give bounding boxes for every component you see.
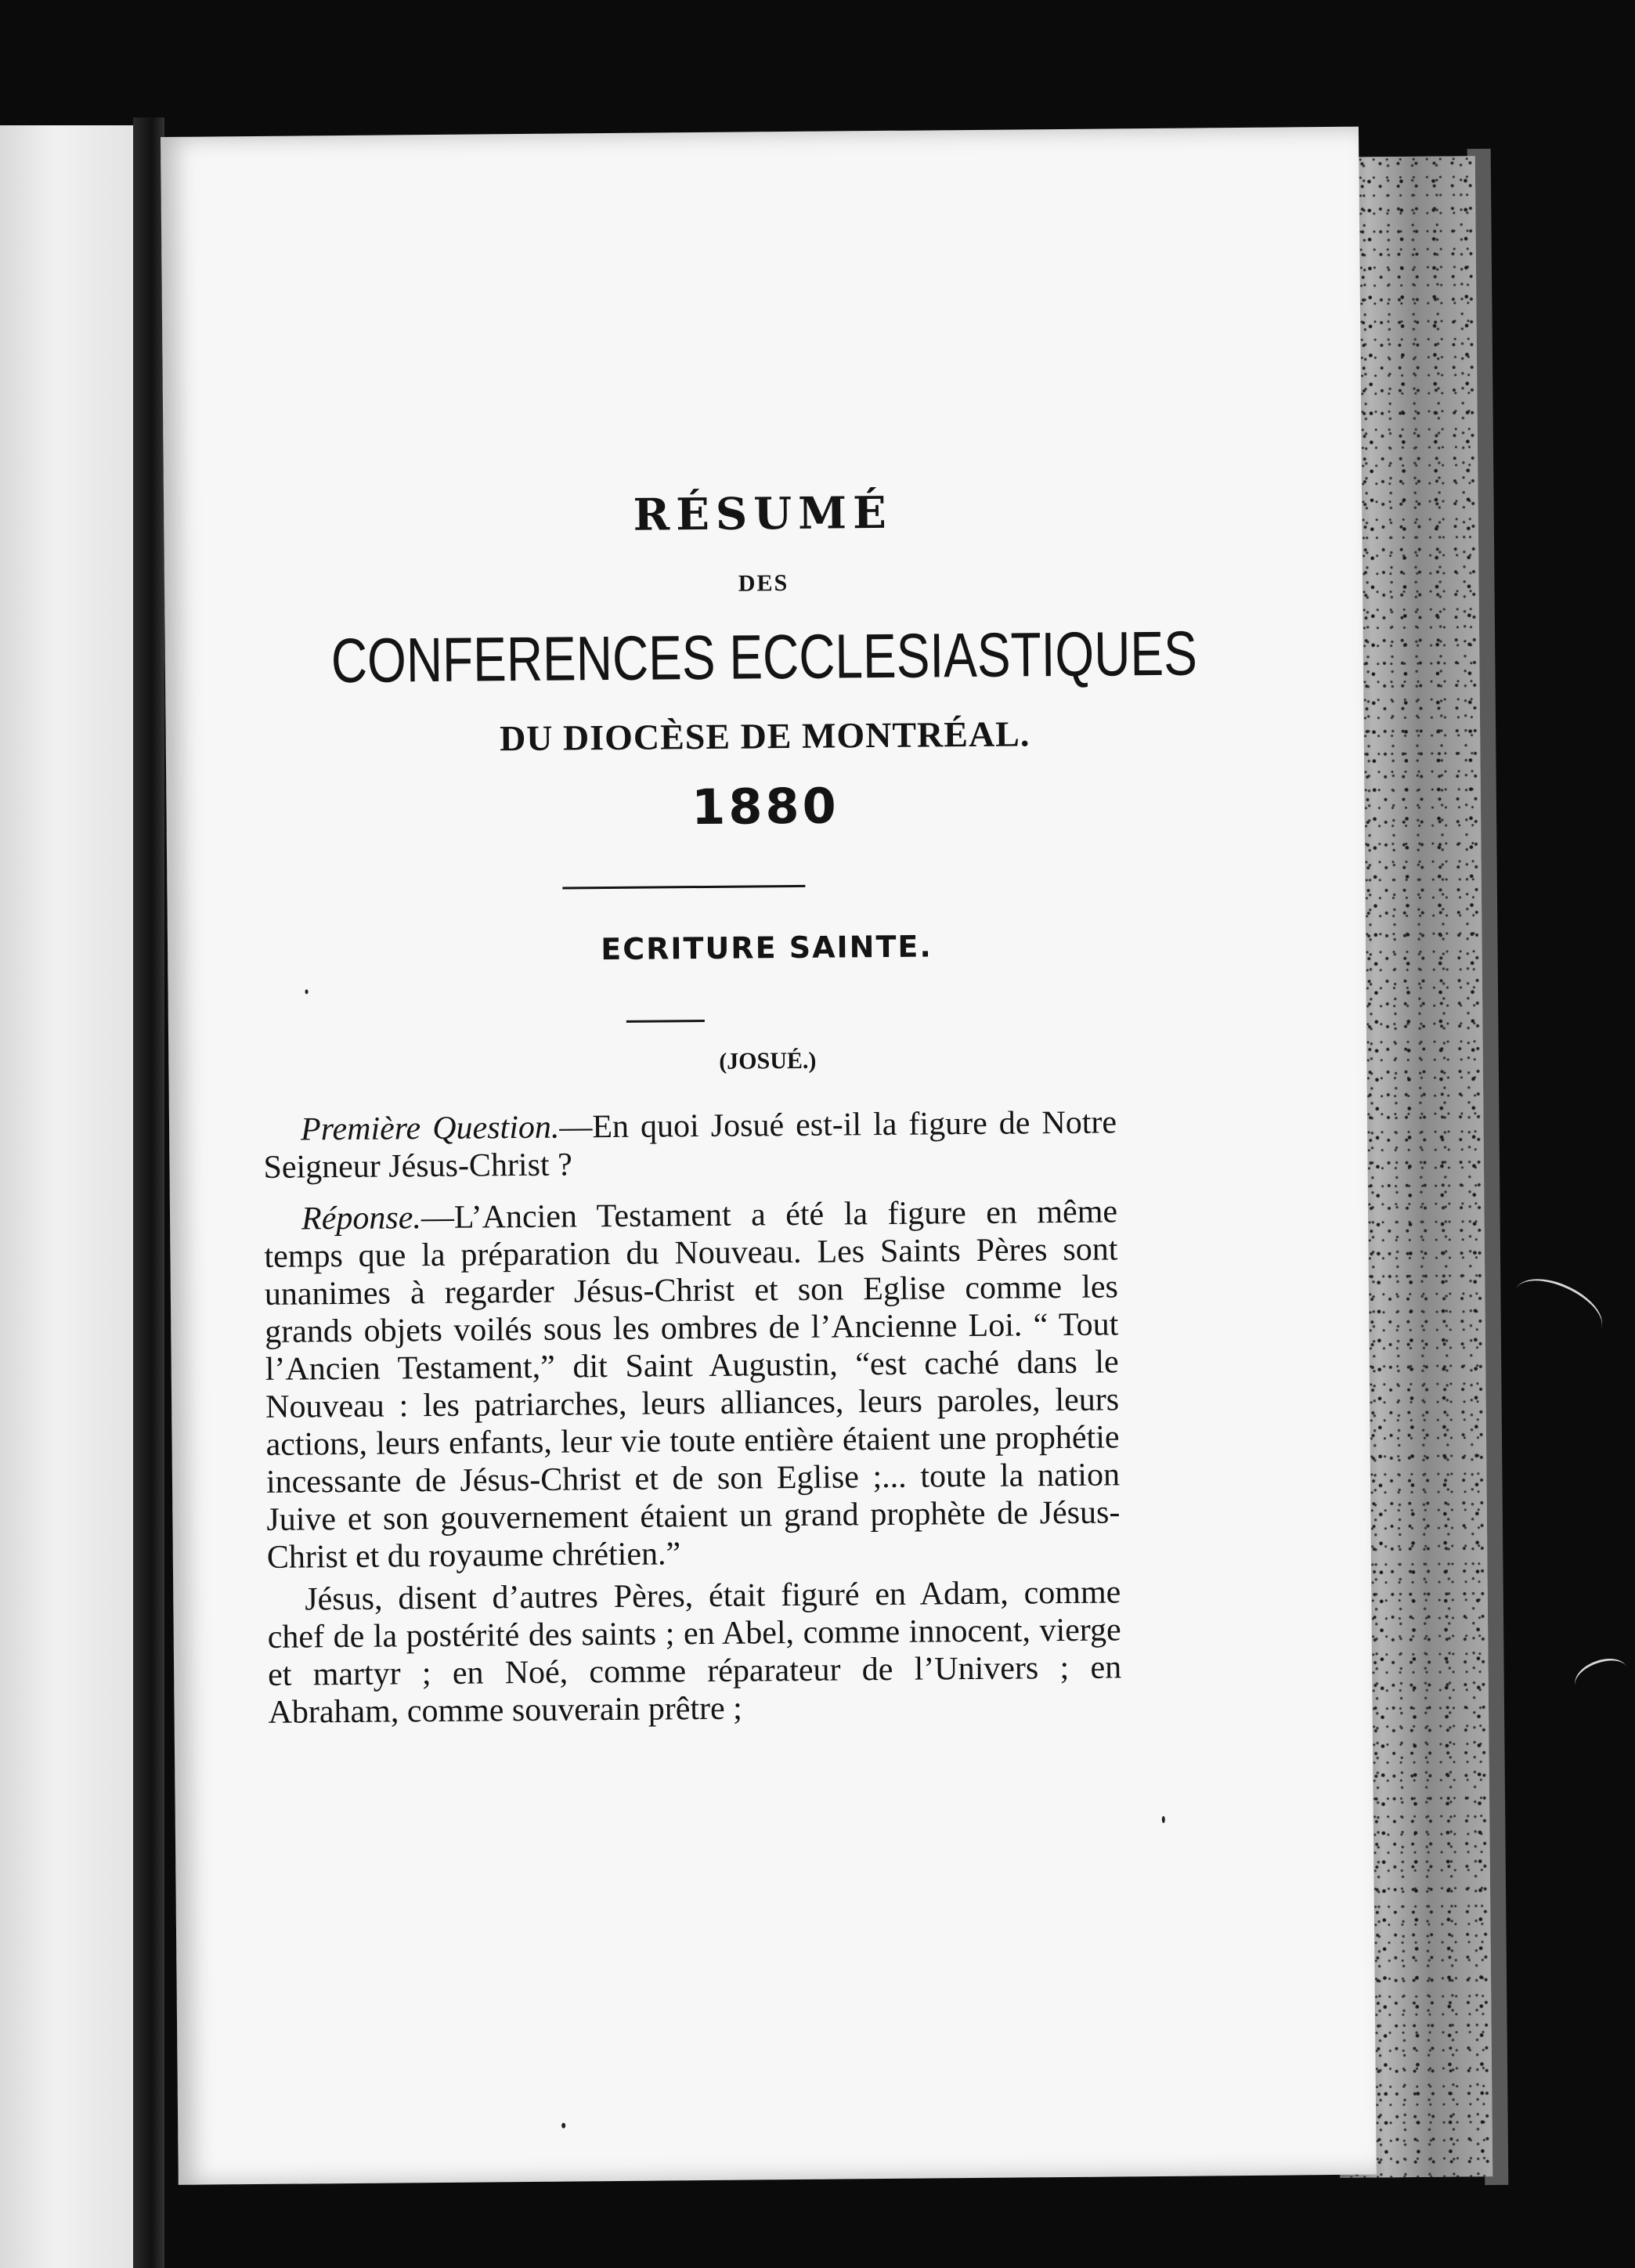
answer-label: Réponse. — [301, 1200, 422, 1237]
question-label: Première Question. — [300, 1109, 560, 1148]
question-text: —En quoi Josué est-il la figure de Notre Seigneur Jésus-Christ ? — [263, 1104, 1117, 1186]
ink-speck — [1162, 1816, 1165, 1823]
book-page — [161, 127, 1377, 2185]
body-paragraph: Jésus, disent d’autres Pères, était figuré en Adam, comme chef de la postérité des saints ; en Abel, comme innocent, vierge et martyr ; en Noé, comme réparateur de l’Univers ; en Abraham, comme souverain prêtre ; — [267, 1574, 1122, 1731]
scan-artifact — [1505, 1267, 1611, 1352]
answer-text: —L’Ancien Testament a été la figure en même temps que la préparation du Nouveau. Les Saints Pères sont unanimes à regarder Jésus-Christ et son Eglise comme les grands objets voilés sous les ombres de l’Ancienne Loi. “ Tout l’Ancien Testament,” dit Saint Augustin, “est caché dans le Nouveau : les patriarches, leurs alliances, leurs paroles, leurs actions, leurs enfants, leur vie toute entière étaient une prophétie incessante de Jésus-Christ et de son Eglise ;... toute la nation Juive et son gouvernement étaient un grand prophète de Jésus-Christ et du royaume chrétien.” — [264, 1194, 1121, 1576]
previous-page-edge — [0, 125, 139, 2268]
title-des: DES — [738, 570, 789, 597]
subsection-heading: (JOSUÉ.) — [719, 1047, 817, 1074]
title-diocese: DU DIOCÈSE DE MONTRÉAL. — [499, 713, 1030, 759]
body-text — [263, 1103, 1122, 1745]
title-year: 1880 — [691, 777, 840, 836]
scan-artifact — [1570, 1652, 1633, 1702]
ink-speck — [561, 2123, 565, 2129]
section-heading: ECRITURE SAINTE. — [601, 929, 933, 967]
book-gutter — [133, 117, 164, 2268]
title-resume: RÉSUMÉ — [633, 486, 893, 541]
ink-speck — [305, 989, 309, 994]
title-main: CONFERENCES ECCLESIASTIQUES — [330, 618, 1198, 696]
answer-paragraph — [264, 1193, 1121, 1576]
page-content — [161, 127, 1377, 2185]
short-divider-rule — [626, 1020, 705, 1023]
question-paragraph — [263, 1103, 1117, 1186]
divider-rule — [562, 885, 805, 890]
